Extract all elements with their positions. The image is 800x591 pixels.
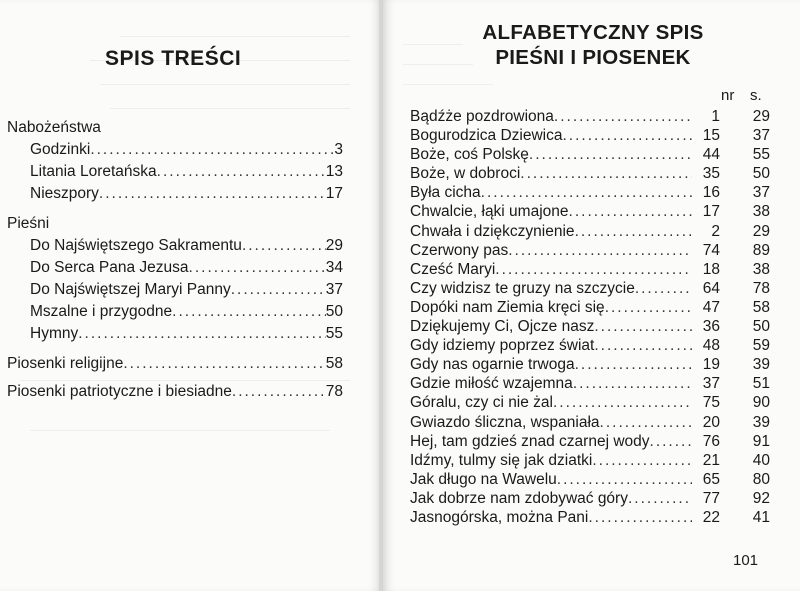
toc-group [7, 117, 343, 205]
toc-entry: Do Najświętszej Maryi Panny ..... 37 [7, 279, 343, 301]
index-entry: Gdy idziemy poprzez świat ..... 48 59 [410, 336, 770, 355]
index-entry: Bogurodzica Dziewica ..... 15 37 [410, 126, 770, 145]
toc-group-heading: Nabożeństwa [7, 119, 101, 136]
index-entry: Chwała i dziękczynienie ..... 2 29 [410, 222, 770, 241]
toc-entry: Piosenki patriotyczne i biesiadne ..... 78 [7, 381, 343, 403]
index-entry: Gwiazdo śliczna, wspaniała ..... 20 39 [410, 413, 770, 432]
index-entry: Czy widzisz te gruzy na szczycie ..... 64 78 [410, 279, 770, 298]
index-title-line2: PIEŚNI I PIOSENEK [495, 46, 691, 69]
index-entry: Gdzie miłość wzajemna ..... 37 51 [410, 374, 770, 393]
index-entry: Była cicha ..... 16 37 [410, 183, 770, 202]
toc-entry: Litania Loretańska ..... 13 [7, 161, 343, 183]
index-entry: Cześć Maryi ..... 18 38 [410, 260, 770, 279]
toc-title: SPIS TREŚCI [105, 47, 242, 70]
index-entry: Dziękujemy Ci, Ojcze nasz ..... 36 50 [410, 317, 770, 336]
toc-entry: Mszalne i przygodne ..... 50 [7, 301, 343, 323]
index-entry: Idźmy, tulmy się jak dziatki ..... 21 40 [410, 451, 770, 470]
column-header-s: s. [750, 87, 762, 104]
index-title-line1: ALFABETYCZNY SPIS [482, 21, 704, 44]
index-entry: Jak dobrze nam zdobywać góry ..... 77 92 [410, 489, 770, 508]
index-title [453, 20, 733, 70]
toc-entry: Piosenki religijne ..... 58 [7, 353, 343, 375]
index-entry: Gdy nas ogarnie trwoga ..... 19 39 [410, 355, 770, 374]
index-entry: Bądźże pozdrowiona ..... 1 29 [410, 107, 770, 126]
toc-entry: Do Serca Pana Jezusa ..... 34 [7, 257, 343, 279]
index-entry: Hej, tam gdzieś znad czarnej wody ..... 76 91 [410, 432, 770, 451]
left-page [0, 0, 381, 591]
toc-group [7, 213, 343, 345]
index-entry: Dopóki nam Ziemia kręci się ..... 47 58 [410, 298, 770, 317]
index-entry: Czerwony pas ..... 74 89 [410, 241, 770, 260]
toc-entry: Do Najświętszego Sakramentu ..... 29 [7, 235, 343, 257]
index-entry: Góralu, czy ci nie żal ..... 75 90 [410, 393, 770, 412]
column-header-nr: nr [721, 87, 735, 104]
index-entry: Jasnogórska, można Pani ..... 22 41 [410, 508, 770, 527]
table-of-contents [7, 117, 343, 409]
toc-entry: Nieszpory ..... 17 [7, 183, 343, 205]
toc-group-heading: Pieśni [7, 215, 50, 232]
page-number: 101 [733, 552, 759, 569]
toc-entry: Godzinki ..... 3 [7, 139, 343, 161]
index-entry: Jak długo na Wawelu ..... 65 80 [410, 470, 770, 489]
right-page [383, 0, 800, 591]
toc-entry: Hymny ..... 55 [7, 323, 343, 345]
index-entry: Boże, coś Polskę ..... 44 55 [410, 145, 770, 164]
alphabetical-index [410, 107, 770, 527]
index-entry: Chwalcie, łąki umajone ..... 17 38 [410, 202, 770, 221]
index-entry: Boże, w dobroci ..... 35 50 [410, 164, 770, 183]
